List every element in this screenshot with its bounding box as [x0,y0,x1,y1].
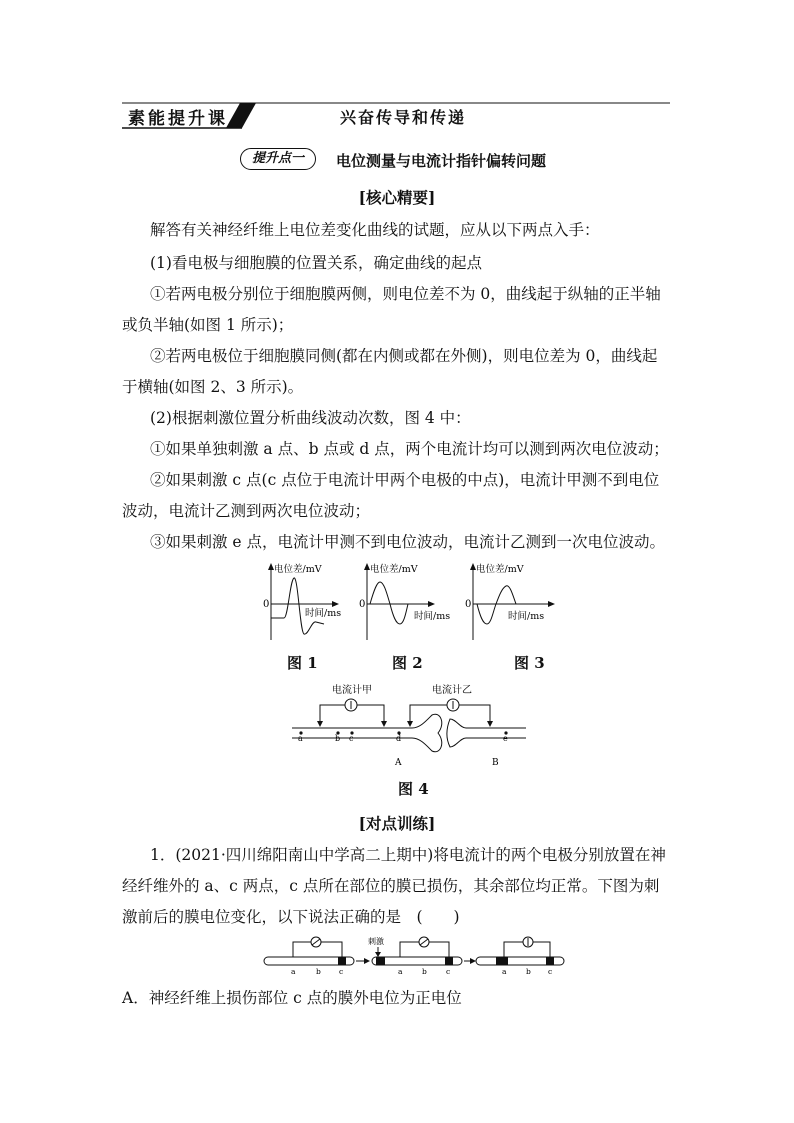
paragraph-2b: 或负半轴(如图 1 所示)； [122,316,294,334]
figure-1-caption: 图 1 [287,654,318,672]
point-c: c [349,734,354,743]
fiber-2 [368,936,462,976]
page-header [122,100,670,130]
graph-1 [263,563,341,640]
question-diagram [0,930,794,980]
graph-1-ylabel: 电位差/mV [274,564,322,575]
fiber-3 [476,937,564,976]
section-title: 电位测量与电流计指针偏转问题 [336,152,547,170]
graph-3-zero: 0 [465,599,472,610]
graph-2-ylabel: 电位差/mV [370,564,418,575]
training-heading: [对点训练] [358,814,436,833]
graph-1-xlabel: 时间/ms [305,608,342,619]
meter-2-label: 电流计乙 [432,685,472,696]
graph-3-ylabel: 电位差/mV [476,564,524,575]
fiber-1 [264,937,354,976]
question-line-2: 经纤维外的 a、c 两点，c 点所在部位的膜已损伤，其余部位均正常。下图为刺 [122,877,660,895]
point-a: a [298,734,303,743]
graph-2-zero: 0 [359,599,366,610]
paragraph-7: ③如果刺激 e 点，电流计甲测不到电位波动，电流计乙测到一次电位波动。 [150,533,666,551]
paragraph-4: (2)根据刺激位置分析曲线波动次数，图 4 中： [150,409,471,427]
section-tag-text: 提升点一 [251,151,304,166]
meter-1 [317,683,387,727]
paragraph-intro: 解答有关神经纤维上电位差变化曲线的试题，应从以下两点入手： [150,221,600,239]
graph-3-xlabel: 时间/ms [508,611,545,622]
fiber-1-b: b [316,967,321,976]
core-heading: [核心精要] [358,188,436,207]
fiber-3-c: c [548,967,553,976]
meter-1-label: 电流计甲 [332,685,372,696]
header-badge: 素能提升课 [128,109,228,129]
graph-2 [359,563,450,640]
neuron-a-label: A [395,758,402,768]
point-d: d [396,734,402,743]
fiber-2-b: b [422,967,427,976]
paragraph-5: ①如果单独刺激 a 点、b 点或 d 点，两个电流计均可以测到两次电位波动； [150,440,669,458]
paragraph-2a: ①若两电极分别位于细胞膜两侧，则电位差不为 0，曲线起于纵轴的正半轴 [150,285,661,303]
fiber-3-b: b [526,967,531,976]
meter-2 [407,683,493,727]
question-line-3: 激前后的膜电位变化，以下说法正确的是 ( ) [122,908,460,926]
potential-graphs [0,560,794,650]
figure-2-caption: 图 2 [392,654,423,672]
section-tag [240,148,316,170]
fiber-2-a: a [398,967,403,976]
figure-4-caption: 图 4 [398,780,429,798]
point-b: b [335,734,341,743]
stimulus-label: 刺激 [368,937,384,946]
paragraph-6b: 波动，电流计乙测到两次电位波动； [122,502,371,520]
figure-4-diagram [0,683,794,773]
fiber-2-c: c [446,967,451,976]
header-title: 兴奋传导和传递 [340,108,467,127]
figure-3-caption: 图 3 [514,654,545,672]
option-a: A．神经纤维上损伤部位 c 点的膜外电位为正电位 [122,989,462,1007]
paragraph-1: (1)看电极与细胞膜的位置关系，确定曲线的起点 [150,254,482,272]
question-line-1: 1．(2021·四川绵阳南山中学高二上期中)将电流计的两个电极分别放置在神 [150,846,666,864]
neuron-b-label: B [492,758,499,768]
paragraph-3b: 于横轴(如图 2、3 所示)。 [122,378,304,396]
graph-3 [465,563,555,640]
graph-2-xlabel: 时间/ms [414,611,451,622]
point-e: e [503,734,508,743]
paragraph-3a: ②若两电极位于细胞膜同侧(都在内侧或都在外侧)，则电位差为 0，曲线起 [150,347,658,365]
fiber-1-c: c [339,967,344,976]
fiber-1-a: a [291,967,296,976]
graph-1-zero: 0 [263,599,270,610]
paragraph-6a: ②如果刺激 c 点(c 点位于电流计甲两个电极的中点)，电流计甲测不到电位 [150,471,660,489]
fiber-3-a: a [502,967,507,976]
